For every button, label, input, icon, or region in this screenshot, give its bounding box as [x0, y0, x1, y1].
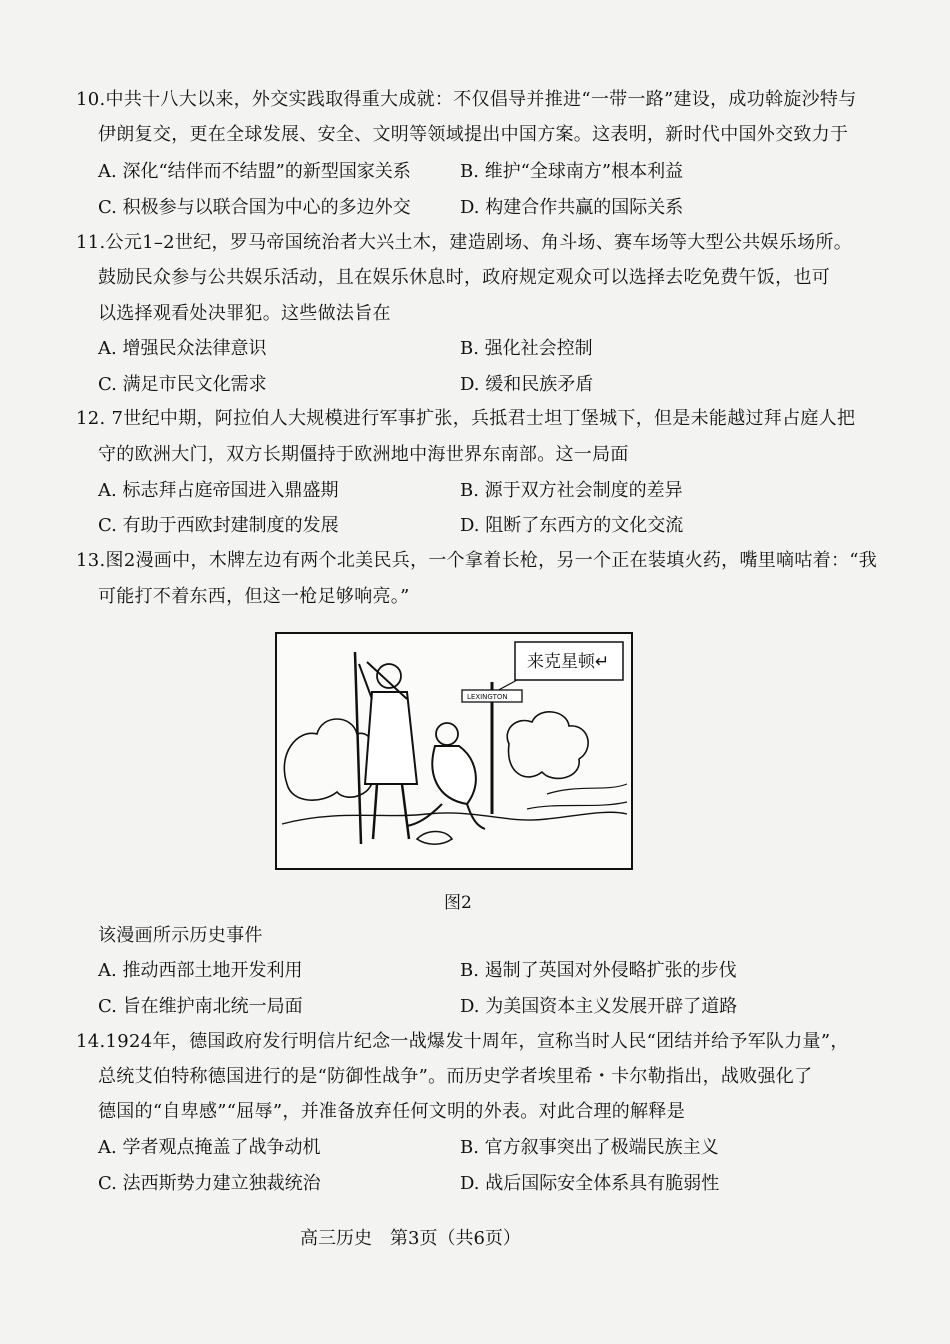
q13-option-a: A. 推动西部土地开发利用	[98, 960, 303, 981]
standing-militiaman-head	[377, 664, 401, 688]
q13-option-c: C. 旨在维护南北统一局面	[98, 996, 303, 1017]
q11-option-a: A. 增强民众法律意识	[98, 338, 267, 359]
q13-option-d: D. 为美国资本主义发展开辟了道路	[460, 996, 738, 1017]
signpost-label: LEXINGTON	[467, 693, 508, 701]
cartoon-figure	[275, 632, 633, 870]
figure-caption: 图2	[444, 893, 472, 913]
q12-option-d: D. 阻断了东西方的文化交流	[460, 515, 684, 536]
q10-line-1: 10.中共十八大以来，外交实践取得重大成就：不仅倡导并推进“一带一路”建设，成功斡旋沙特与	[76, 89, 857, 110]
q14-line-2: 总统艾伯特称德国进行的是“防御性战争”。而历史学者埃里希・卡尔勒指出，战败强化了	[98, 1066, 813, 1087]
q14-line-3: 德国的“自卑感”“屈辱”，并准备放弃任何文明的外表。对此合理的解释是	[98, 1101, 686, 1122]
q11-line-2: 鼓励民众参与公共娱乐活动，且在娱乐休息时，政府规定观众可以选择去吃免费午饭，也可	[98, 267, 830, 288]
crouching-militiaman-body	[432, 746, 475, 804]
q10-option-b: B. 维护“全球南方”根本利益	[460, 161, 684, 182]
q13-line-2: 可能打不着东西，但这一枪足够响亮。”	[98, 586, 410, 607]
q10-line-2: 伊朗复交，更在全球发展、安全、文明等领域提出中国方案。这表明，新时代中国外交致力于	[98, 124, 849, 145]
q12-option-b: B. 源于双方社会制度的差异	[460, 480, 683, 501]
tree-right	[507, 712, 588, 779]
q10-option-a: A. 深化“结伴而不结盟”的新型国家关系	[98, 161, 411, 182]
q14-option-a: A. 学者观点掩盖了战争动机	[98, 1137, 321, 1158]
q14-line-1: 14.1924年，德国政府发行明信片纪念一战爆发十周年，宣称当时人民“团结并给予军队力量”，	[76, 1031, 849, 1052]
page-footer: 高三历史 第3页（共6页）	[300, 1228, 521, 1249]
q13-option-b: B. 遏制了英国对外侵略扩张的步伐	[460, 960, 737, 981]
q12-line-2: 守的欧洲大门，双方长期僵持于欧洲地中海世界东南部。这一局面	[98, 444, 629, 465]
q11-option-c: C. 满足市民文化需求	[98, 374, 267, 395]
q13-line-1: 13.图2漫画中，木牌左边有两个北美民兵，一个拿着长枪，另一个正在装填火药，嘴里嘀咕着：“我	[76, 550, 878, 571]
q12-line-1: 12. 7世纪中期，阿拉伯人大规模进行军事扩张，兵抵君士坦丁堡城下，但是未能越过拜占庭人把	[76, 408, 856, 429]
q14-option-d: D. 战后国际安全体系具有脆弱性	[460, 1173, 720, 1194]
q14-option-b: B. 官方叙事突出了极端民族主义	[460, 1137, 719, 1158]
cartoon-illustration	[277, 634, 630, 867]
q11-option-b: B. 强化社会控制	[460, 338, 593, 359]
q12-option-a: A. 标志拜占庭帝国进入鼎盛期	[98, 480, 339, 501]
q11-line-1: 11.公元1–2世纪，罗马帝国统治者大兴土木，建造剧场、角斗场、赛车场等大型公共娱乐场所。	[76, 232, 853, 253]
q11-option-d: D. 缓和民族矛盾	[460, 374, 594, 395]
q12-option-c: C. 有助于西欧封建制度的发展	[98, 515, 339, 536]
q13-stem: 该漫画所示历史事件	[98, 925, 263, 946]
q14-option-c: C. 法西斯势力建立独裁统治	[98, 1173, 321, 1194]
sign-label: 来克星顿↵	[527, 652, 610, 672]
q11-line-3: 以选择观看处决罪犯。这些做法旨在	[98, 303, 391, 324]
q10-option-c: C. 积极参与以联合国为中心的多边外交	[98, 197, 411, 218]
crouching-militiaman-head	[436, 723, 458, 745]
q10-option-d: D. 构建合作共赢的国际关系	[460, 197, 684, 218]
tree-left	[284, 719, 376, 800]
standing-militiaman-coat	[365, 692, 417, 784]
